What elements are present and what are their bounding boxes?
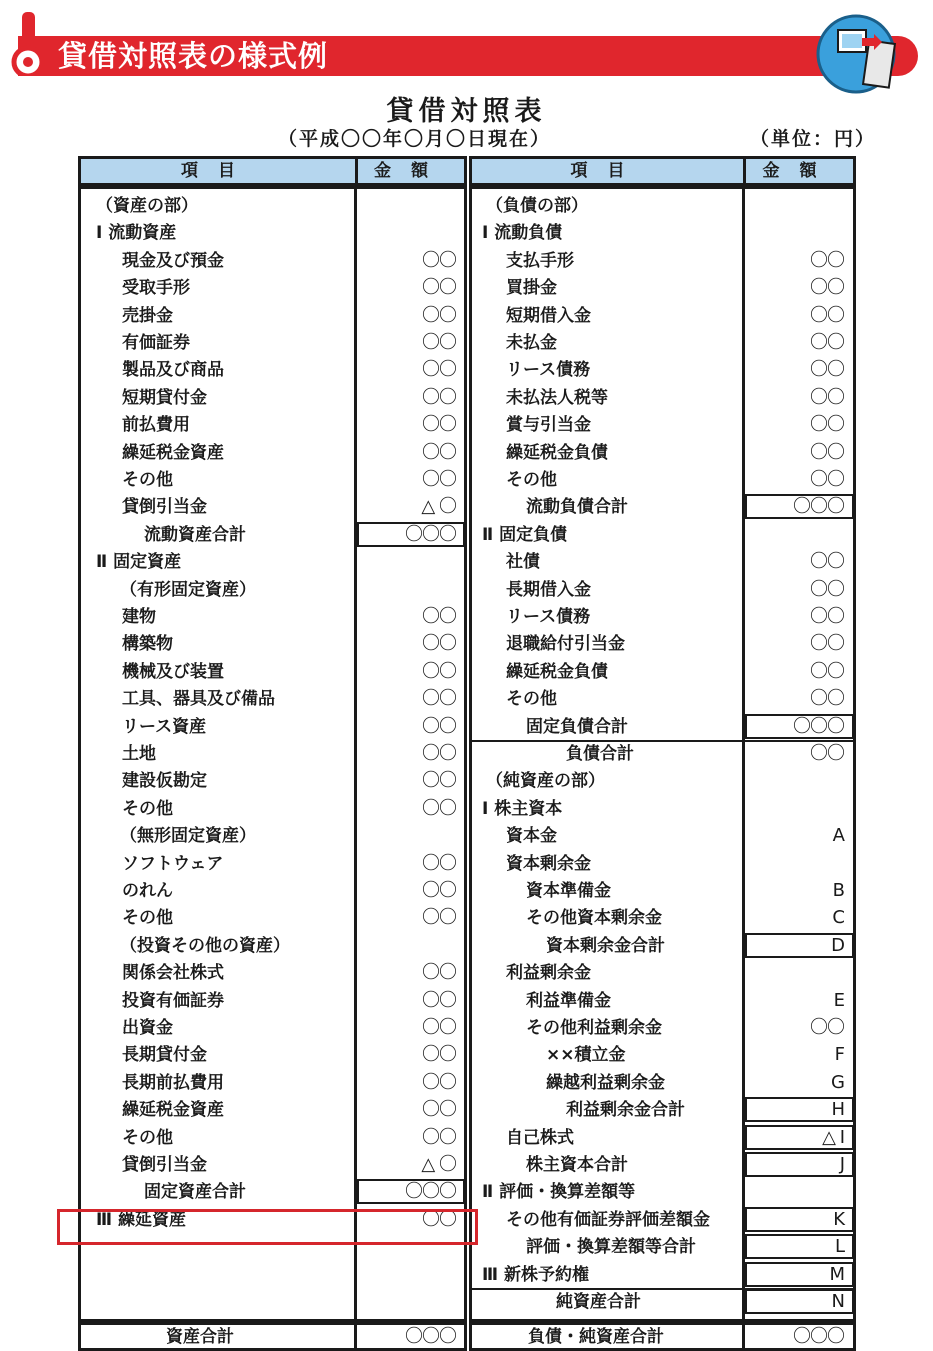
liability-section-line xyxy=(471,1288,854,1290)
asset-item-amount: 〇〇 xyxy=(422,1017,456,1038)
asset-item-label: リース資産 xyxy=(122,716,207,737)
asset-item-amount: 〇〇 xyxy=(422,743,456,764)
assets-divider xyxy=(354,186,357,1322)
liability-item-label: 流動負債合計 xyxy=(526,497,628,518)
asset-item-amount: 〇〇 xyxy=(422,989,456,1011)
asset-item-amount: 〇〇 xyxy=(422,469,456,490)
liability-item-label: 株主資本合計 xyxy=(526,1155,628,1175)
asset-item-label: Ⅱ 固定資産 xyxy=(96,552,182,573)
asset-item-amount: 〇〇〇 xyxy=(405,523,456,545)
asset-item-amount: 〇〇 xyxy=(422,414,456,436)
asset-item-label: 機械及び装置 xyxy=(122,661,224,682)
liability-item-label: 資本準備金 xyxy=(526,881,611,901)
liability-item-amount: △ I xyxy=(822,1126,844,1148)
asset-item-amount: 〇〇 xyxy=(422,880,456,901)
document-title: 貸借対照表 xyxy=(386,96,547,127)
liability-item-amount: 〇〇 xyxy=(810,1017,844,1038)
asset-item-amount: 〇〇〇 xyxy=(405,1181,456,1203)
liability-item-amount: 〇〇 xyxy=(810,469,844,490)
liability-item-amount: D xyxy=(831,934,844,956)
liability-item-label: その他利益剰余金 xyxy=(526,1018,662,1038)
asset-item-label: 建物 xyxy=(122,607,156,627)
liability-item-amount: N xyxy=(831,1291,844,1312)
asset-item-label: 土地 xyxy=(122,744,156,764)
liability-item-amount: 〇〇 xyxy=(810,688,844,710)
asset-item-amount: △ 〇 xyxy=(421,1154,456,1175)
liability-item-label: その他 xyxy=(506,689,557,710)
asset-item-amount: 〇〇 xyxy=(422,688,456,710)
liability-item-label: 負債合計 xyxy=(566,744,634,764)
liability-item-label: 利益剰余金 xyxy=(506,963,591,984)
asset-item-label: 建設仮勘定 xyxy=(122,771,207,792)
liability-item-label: 固定負債合計 xyxy=(526,716,628,737)
asset-item-label: Ⅰ 流動資産 xyxy=(96,223,177,244)
header-banner xyxy=(0,0,933,90)
asset-item-label: ソフトウェア xyxy=(122,853,224,874)
asset-item-label: 繰延税金資産 xyxy=(122,1100,224,1121)
asset-item-amount: 〇〇 xyxy=(422,386,456,408)
liabilities-amount-header: 金額 xyxy=(743,156,856,186)
document-unit: （単位：円） xyxy=(750,128,877,150)
liability-item-label: リース債務 xyxy=(506,607,591,627)
asset-item-amount: 〇〇 xyxy=(422,962,456,984)
asset-item-label: Ⅲ 繰延資産 xyxy=(96,1209,186,1230)
liability-item-amount: 〇〇 xyxy=(810,304,844,326)
asset-item-amount: 〇〇 xyxy=(422,852,456,874)
asset-item-label: 売掛金 xyxy=(122,305,173,326)
asset-item-amount: 〇〇 xyxy=(422,1208,456,1230)
asset-item-amount: 〇〇 xyxy=(422,797,456,819)
asset-item-label: その他 xyxy=(122,798,173,819)
asset-item-label: （資産の部） xyxy=(96,196,198,216)
asset-item-label: 出資金 xyxy=(122,1018,173,1038)
asset-item-label: 製品及び商品 xyxy=(122,360,224,381)
liability-item-label: Ⅲ 新株予約権 xyxy=(482,1264,589,1285)
liability-item-label: 繰延税金負債 xyxy=(506,442,608,463)
liability-item-label: その他資本剰余金 xyxy=(526,908,662,929)
asset-item-label: （投資その他の資産） xyxy=(120,935,290,956)
asset-item-label: その他 xyxy=(122,470,173,490)
asset-item-label: 貸倒引当金 xyxy=(122,497,207,518)
liability-item-label: 社債 xyxy=(506,552,540,573)
liability-item-label: 評価・換算差額等合計 xyxy=(526,1237,696,1258)
asset-item-label: 長期貸付金 xyxy=(122,1045,207,1066)
liability-item-label: 退職給付引当金 xyxy=(506,634,625,655)
liability-item-amount: 〇〇〇 xyxy=(793,715,844,737)
liability-item-amount: E xyxy=(833,989,844,1011)
liability-item-label: 長期借入金 xyxy=(506,579,591,600)
asset-item-amount: 〇〇 xyxy=(422,304,456,326)
asset-item-label: 関係会社株式 xyxy=(122,963,224,984)
liability-item-label: 未払法人税等 xyxy=(506,387,608,408)
liability-item-label: Ⅱ 評価・換算差額等 xyxy=(482,1182,636,1203)
assets-amount-header: 金額 xyxy=(355,156,467,186)
liability-item-label: 買掛金 xyxy=(506,278,557,299)
liability-item-label: 資本金 xyxy=(506,826,557,847)
asset-item-label: のれん xyxy=(122,881,173,901)
liability-item-label: 短期借入金 xyxy=(506,305,591,326)
asset-item-amount: 〇〇 xyxy=(422,1126,456,1148)
asset-item-label: （無形固定資産） xyxy=(120,826,256,847)
liability-item-amount: G xyxy=(831,1071,844,1093)
asset-item-amount: 〇〇 xyxy=(422,1071,456,1093)
liability-item-amount: 〇〇 xyxy=(810,332,844,353)
asset-item-amount: △ 〇 xyxy=(421,496,456,518)
liability-item-label: その他有価証券評価差額金 xyxy=(506,1209,710,1230)
banner-title: 貸借対照表の様式例 xyxy=(58,39,329,73)
highlight-box xyxy=(57,1209,478,1245)
liability-item-label: 繰越利益剰余金 xyxy=(546,1072,665,1093)
asset-item-label: 構築物 xyxy=(122,634,173,655)
asset-item-amount: 〇〇 xyxy=(422,770,456,792)
assets-total-divider xyxy=(354,1322,357,1351)
asset-item-label: 工具、器具及び備品 xyxy=(122,689,275,710)
liability-item-amount: 〇〇 xyxy=(810,249,844,271)
liability-section-line xyxy=(471,740,854,742)
asset-item-label: 短期貸付金 xyxy=(122,387,207,408)
asset-item-label: 流動資産合計 xyxy=(144,524,246,545)
liabilities-total-divider xyxy=(742,1322,745,1351)
asset-item-label: 受取手形 xyxy=(122,278,190,299)
asset-item-amount: 〇〇 xyxy=(422,1099,456,1121)
asset-item-label: 前払費用 xyxy=(122,415,190,436)
liability-item-amount: J xyxy=(839,1154,844,1175)
liability-item-label: Ⅰ 株主資本 xyxy=(482,798,563,819)
liability-item-amount: K xyxy=(833,1208,844,1230)
liability-item-amount: L xyxy=(834,1236,844,1258)
liability-item-amount: 〇〇 xyxy=(810,414,844,436)
liability-item-amount: 〇〇 xyxy=(810,660,844,682)
liabilities-item-header: 項目 xyxy=(469,156,746,186)
liabilities-total-label: 負債・純資産合計 xyxy=(528,1327,664,1347)
asset-item-amount: 〇〇 xyxy=(422,633,456,655)
asset-item-amount: 〇〇 xyxy=(422,1044,456,1066)
liability-item-amount: M xyxy=(829,1263,844,1285)
asset-item-label: その他 xyxy=(122,1127,173,1148)
asset-item-amount: 〇〇 xyxy=(422,359,456,381)
asset-item-amount: 〇〇 xyxy=(422,441,456,463)
asset-item-amount: 〇〇 xyxy=(422,606,456,627)
document-date: （平成〇〇年〇月〇日現在） xyxy=(278,128,552,150)
liability-item-label: Ⅱ 固定負債 xyxy=(482,524,568,545)
asset-item-label: 有価証券 xyxy=(122,333,190,353)
asset-item-amount: 〇〇 xyxy=(422,715,456,737)
liability-item-amount: 〇〇 xyxy=(810,633,844,655)
liability-item-label: 賞与引当金 xyxy=(506,415,591,436)
asset-item-label: （有形固定資産） xyxy=(120,579,256,600)
liability-item-label: その他 xyxy=(506,470,557,490)
liability-item-amount: 〇〇 xyxy=(810,359,844,381)
asset-item-label: 固定資産合計 xyxy=(144,1182,246,1203)
exclamation-icon xyxy=(8,10,52,76)
asset-item-label: 貸倒引当金 xyxy=(122,1155,207,1175)
asset-item-amount: 〇〇 xyxy=(422,907,456,929)
liability-item-amount: 〇〇 xyxy=(810,386,844,408)
liability-item-label: Ⅰ 流動負債 xyxy=(482,223,563,244)
liability-item-label: 自己株式 xyxy=(506,1127,574,1148)
liability-item-label: 支払手形 xyxy=(506,250,574,271)
liability-item-label: 利益準備金 xyxy=(526,990,611,1011)
liability-item-label: ××積立金 xyxy=(546,1045,626,1066)
liability-item-label: 資本剰余金 xyxy=(506,853,591,874)
asset-item-amount: 〇〇 xyxy=(422,332,456,353)
liability-item-amount: H xyxy=(831,1099,844,1121)
liability-item-label: 資本剰余金合計 xyxy=(546,935,665,956)
liability-item-amount: C xyxy=(832,907,844,929)
asset-item-label: 投資有価証券 xyxy=(122,990,224,1011)
document-folder-icon xyxy=(812,8,908,96)
asset-item-label: 長期前払費用 xyxy=(122,1072,224,1093)
liability-item-amount: A xyxy=(832,825,844,847)
liability-item-label: リース債務 xyxy=(506,360,591,381)
asset-item-label: 現金及び預金 xyxy=(122,250,224,271)
asset-item-amount: 〇〇 xyxy=(422,249,456,271)
liability-item-amount: F xyxy=(834,1044,844,1066)
liability-item-amount: 〇〇 xyxy=(810,441,844,463)
asset-item-amount: 〇〇 xyxy=(422,277,456,299)
liability-item-amount: B xyxy=(832,880,844,901)
liability-item-amount: 〇〇 xyxy=(810,606,844,627)
asset-item-label: その他 xyxy=(122,908,173,929)
liability-item-label: （負債の部） xyxy=(486,196,588,216)
liability-item-label: 未払金 xyxy=(506,333,557,353)
liability-item-label: 繰延税金負債 xyxy=(506,661,608,682)
liabilities-total-amount: 〇〇〇 xyxy=(793,1326,844,1347)
asset-item-amount: 〇〇 xyxy=(422,660,456,682)
liability-item-amount: 〇〇 xyxy=(810,578,844,600)
liability-item-label: （純資産の部） xyxy=(486,771,605,792)
liability-item-label: 純資産合計 xyxy=(556,1292,641,1312)
liability-item-label: 利益剰余金合計 xyxy=(566,1100,685,1121)
assets-total-label: 資産合計 xyxy=(166,1327,234,1347)
liability-item-amount: 〇〇 xyxy=(810,743,844,764)
liability-item-amount: 〇〇〇 xyxy=(793,496,844,518)
liability-item-amount: 〇〇 xyxy=(810,277,844,299)
asset-item-label: 繰延税金資産 xyxy=(122,442,224,463)
assets-item-header: 項目 xyxy=(78,156,358,186)
assets-total-amount: 〇〇〇 xyxy=(405,1326,456,1347)
liability-item-amount: 〇〇 xyxy=(810,551,844,573)
